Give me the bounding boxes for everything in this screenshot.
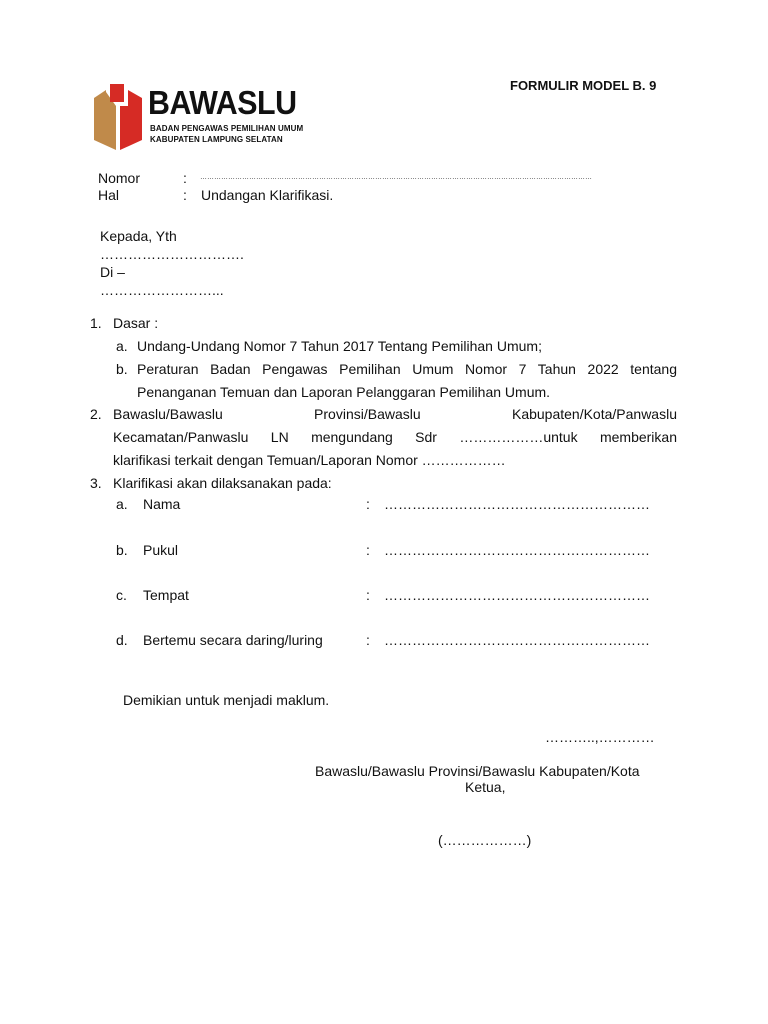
- detail-sep: :: [366, 587, 370, 603]
- addressee-name: ………………………….: [100, 246, 244, 262]
- detail-value-tempat: …………………………………………………: [384, 587, 650, 603]
- detail-label-pukul: Pukul: [143, 542, 179, 558]
- item-1a-text: Undang-Undang Nomor 7 Tahun 2017 Tentang Pemilihan Umum;: [137, 338, 542, 354]
- detail-value-daring: …………………………………………………: [384, 632, 650, 648]
- hal-value: Undangan Klarifikasi.: [201, 187, 334, 203]
- closing-text: Demikian untuk menjadi maklum.: [123, 692, 330, 708]
- logo-wordmark: BAWASLU: [148, 84, 297, 121]
- item-1b-line1: Peraturan Badan Pengawas Pemilihan Umum Nomor 7 Tahun 2022 tentang: [137, 361, 677, 377]
- greeting: Kepada, Yth: [100, 228, 177, 244]
- item-1-title: Dasar :: [113, 315, 159, 331]
- detail-label-tempat: Tempat: [143, 587, 189, 603]
- nomor-label: Nomor: [98, 170, 141, 186]
- detail-sep: :: [366, 542, 370, 558]
- form-title: FORMULIR MODEL B. 9: [510, 78, 657, 93]
- place-date: ………..,…………: [545, 729, 655, 745]
- signatory-org: Bawaslu/Bawaslu Provinsi/Bawaslu Kabupaten/Kota: [315, 763, 640, 779]
- hal-sep: :: [183, 187, 187, 203]
- item-1b-letter: b.: [116, 361, 128, 377]
- emblem-red-top: [110, 84, 124, 102]
- addressee-di: Di –: [100, 264, 125, 280]
- nomor-value: ……………………………………………………………………………………………………………………………………………………: [200, 174, 592, 181]
- signatory-title: Ketua,: [465, 779, 506, 795]
- item-3-number: 3.: [90, 475, 102, 491]
- detail-value-nama: …………………………………………………: [384, 496, 650, 512]
- bawaslu-emblem-icon: [92, 82, 144, 150]
- nomor-sep: :: [183, 170, 187, 186]
- detail-letter: d.: [116, 632, 128, 648]
- detail-letter: b.: [116, 542, 128, 558]
- item-3-title: Klarifikasi akan dilaksanakan pada:: [113, 475, 332, 491]
- logo-subtitle-line2: KABUPATEN LAMPUNG SELATAN: [150, 134, 283, 144]
- logo-subtitle-line1: BADAN PENGAWAS PEMILIHAN UMUM: [150, 123, 304, 133]
- item-2-line1: Bawaslu/Bawaslu Provinsi/Bawaslu Kabupaten/Kota/Panwaslu: [113, 406, 677, 422]
- item-2-number: 2.: [90, 406, 102, 422]
- detail-sep: :: [366, 632, 370, 648]
- addressee-place: ……………………...: [100, 282, 224, 298]
- hal-label: Hal: [98, 187, 120, 203]
- detail-sep: :: [366, 496, 370, 512]
- item-2-line2: Kecamatan/Panwaslu LN mengundang Sdr ………………untuk memberikan: [113, 429, 677, 445]
- detail-label-nama: Nama: [143, 496, 181, 512]
- signature-name: (………………): [438, 832, 532, 848]
- detail-value-pukul: …………………………………………………: [384, 542, 650, 558]
- item-1b-line2: Penanganan Temuan dan Laporan Pelanggaran Pemilihan Umum.: [137, 384, 551, 400]
- item-1-number: 1.: [90, 315, 102, 331]
- item-1a-letter: a.: [116, 338, 128, 354]
- detail-letter: c.: [116, 587, 127, 603]
- detail-label-daring: Bertemu secara daring/luring: [143, 632, 323, 648]
- detail-letter: a.: [116, 496, 128, 512]
- item-2-line3: klarifikasi terkait dengan Temuan/Laporan Nomor ………………: [113, 452, 506, 468]
